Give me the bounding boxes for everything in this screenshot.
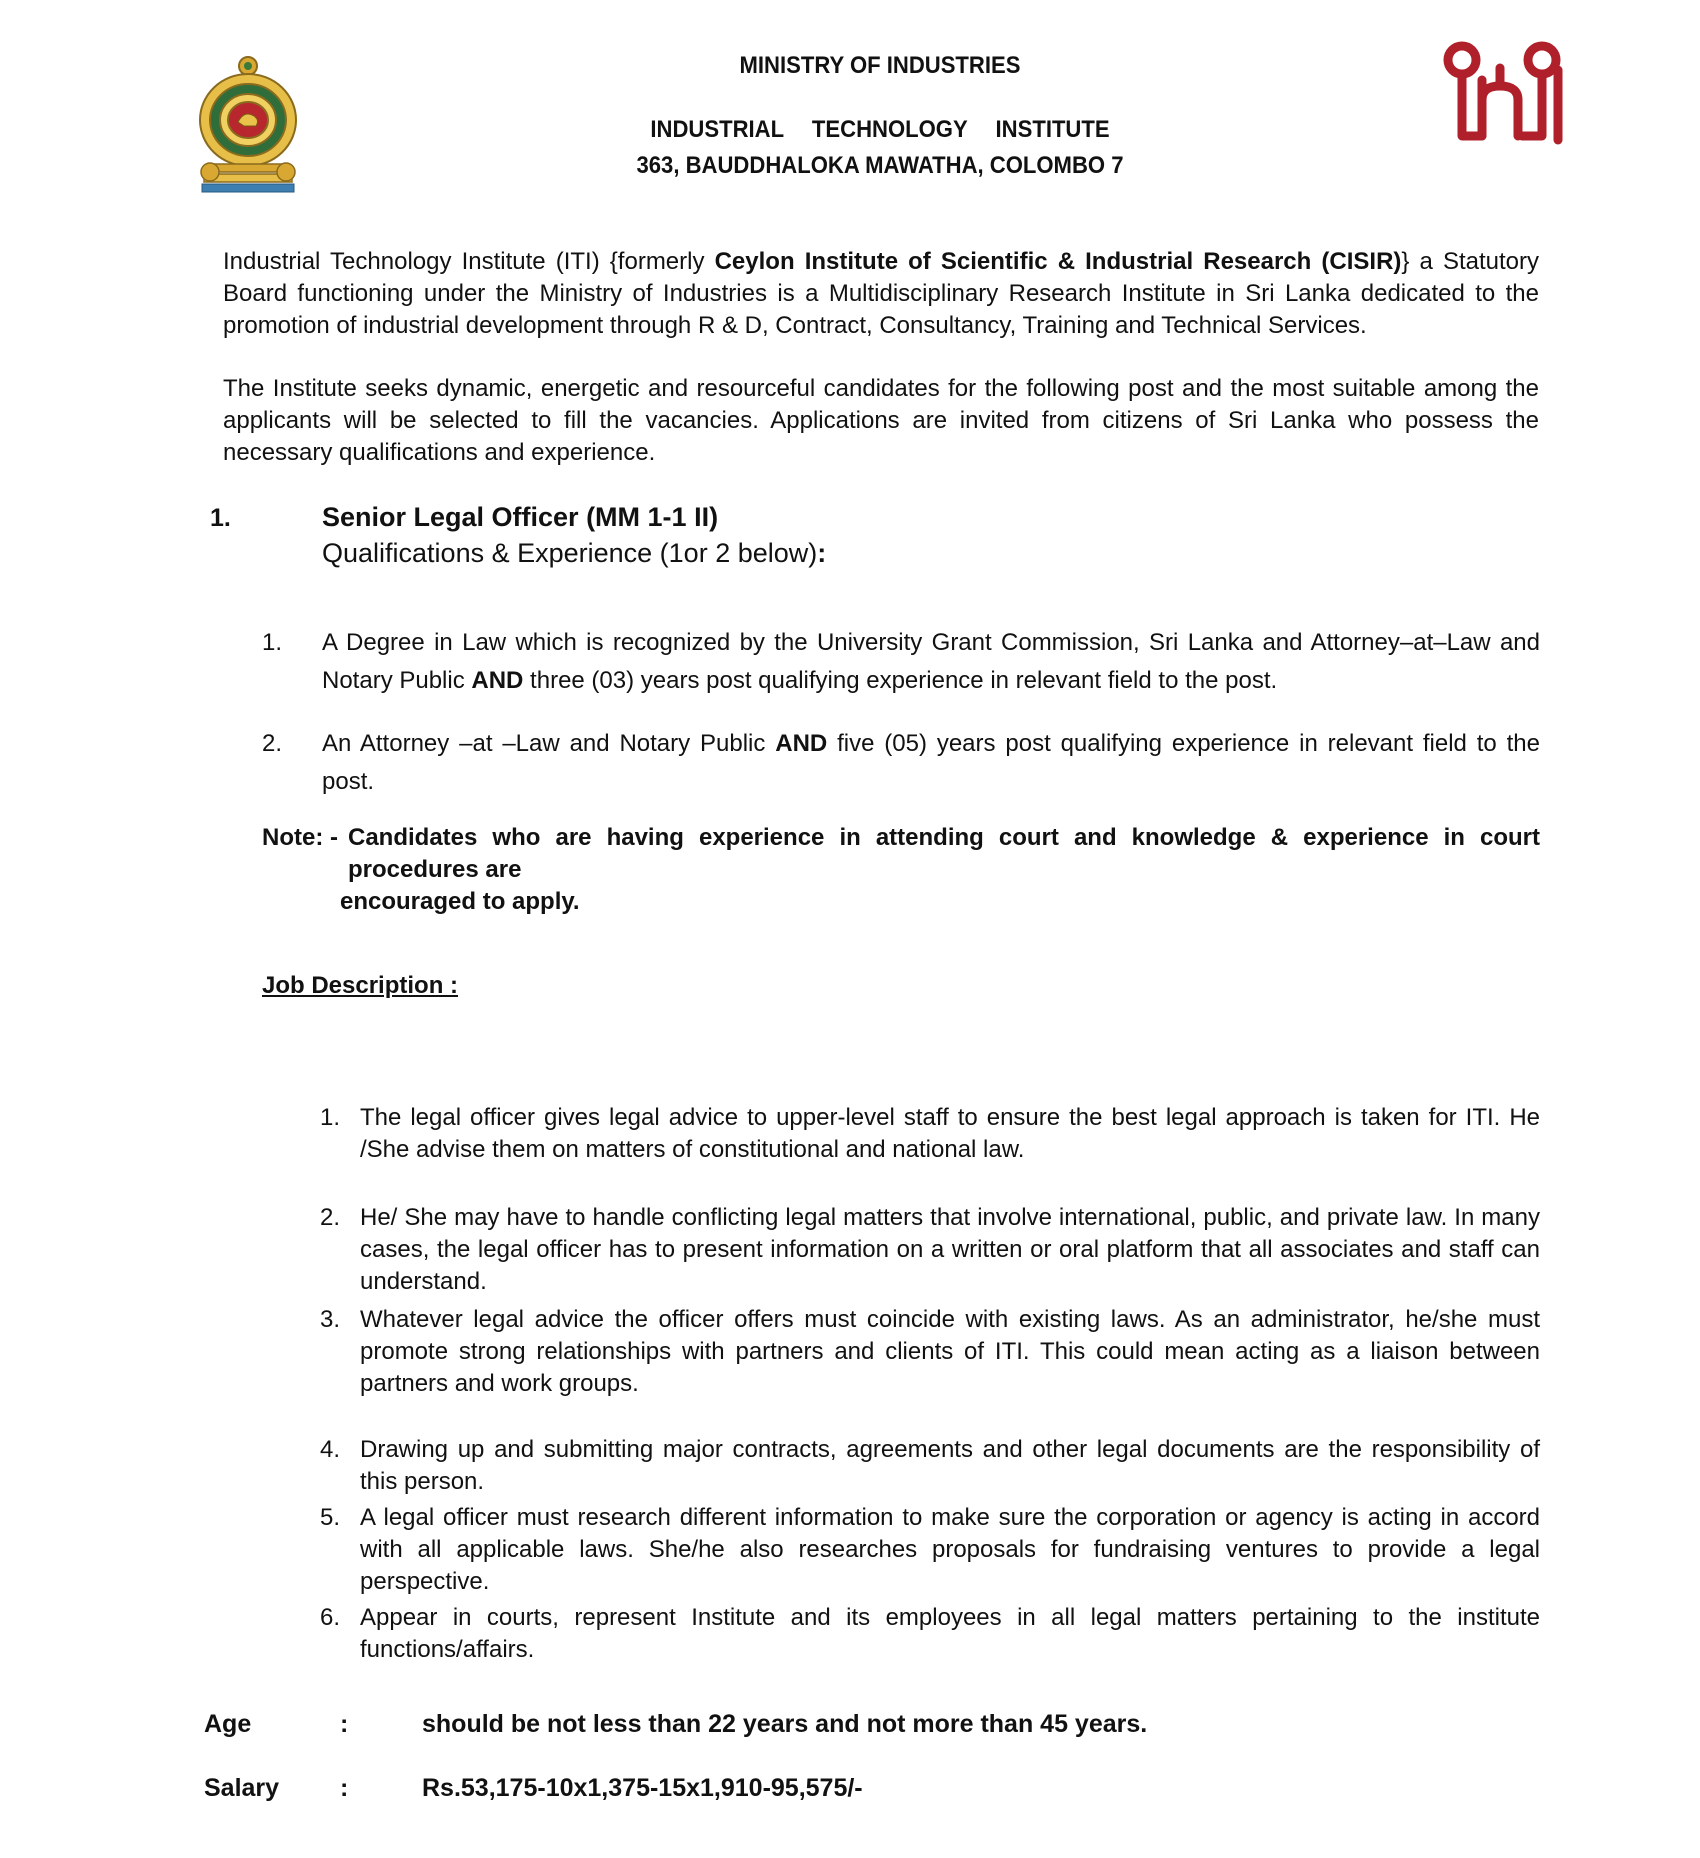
- qualifications-heading-text: Qualifications & Experience (1or 2 below): [322, 538, 818, 568]
- qualification-and: AND: [471, 667, 524, 694]
- job-item-number: 6.: [320, 1604, 341, 1631]
- job-item-text: The legal officer gives legal advice to upper-level staff to ensure the best legal approach is taken for ITI. He /She advise them on matters of constitutional and national law.: [360, 1104, 1540, 1163]
- job-item-number: 2.: [320, 1204, 341, 1231]
- ministry-heading: MINISTRY OF INDUSTRIES: [739, 52, 1021, 79]
- qualification-item: [262, 725, 1540, 801]
- salary-value: Rs.53,175-10x1,375-15x1,910-95,575/-: [422, 1774, 863, 1802]
- qualification-text: [322, 624, 1540, 700]
- job-item-text: A legal officer must research different information to make sure the corporation or agency is acting in accord with all applicable laws. She/he also researches proposals for fundraising ventures to provide a legal perspective.: [360, 1504, 1540, 1595]
- job-item-text: Appear in courts, represent Institute and its employees in all legal matters pertaining to the institute functions/affairs.: [360, 1604, 1540, 1663]
- qualification-number: 1.: [262, 629, 283, 656]
- job-item-text: He/ She may have to handle conflicting legal matters that involve international, public, and private law. In many cases, the legal officer has to present information on a written or oral platform that all associates and staff can understand.: [360, 1204, 1540, 1295]
- institute-heading: INDUSTRIAL TECHNOLOGY INSTITUTE: [650, 116, 1110, 143]
- post-number: 1.: [210, 504, 231, 532]
- qualification-number: 2.: [262, 730, 283, 757]
- salary-label: Salary: [204, 1774, 280, 1802]
- qualification-and: AND: [775, 730, 828, 757]
- qualification-item: [262, 624, 1540, 700]
- job-description-heading: Job Description :: [262, 972, 459, 999]
- job-description-item: [320, 1202, 1540, 1298]
- age-label: Age: [204, 1710, 252, 1738]
- qualification-text-a: An Attorney –at –Law and Notary Public: [322, 730, 776, 757]
- intro-paragraph-2: The Institute seeks dynamic, energetic and resourceful candidates for the following post and the most suitable among the applicants will be selected to fill the vacancies. Applications are invited from citizens of Sri Lanka who possess the necessary qualifications and experience.: [223, 375, 1539, 466]
- job-description-item: [320, 1434, 1540, 1498]
- job-description-item: [320, 1502, 1540, 1598]
- post-title: Senior Legal Officer (MM 1-1 II): [322, 502, 719, 532]
- intro-text-b: } a Statutory Board functioning under the Ministry of Industries is a Multidisciplinary Research Institute in Sri Lanka dedicated to the promotion of industrial development through R & D, Contract, Consultancy, Training and Technical Services.: [223, 248, 1540, 339]
- intro-text-a: Industrial Technology Institute (ITI) {formerly: [223, 248, 715, 275]
- job-description-item: [320, 1304, 1540, 1400]
- qualifications-heading: [322, 538, 826, 569]
- salary-separator: :: [340, 1774, 349, 1802]
- institute-address: 363, BAUDDHALOKA MAWATHA, COLOMBO 7: [636, 152, 1124, 179]
- qualification-text-b: five (05) years post qualifying experience in relevant field to the post.: [322, 730, 1540, 795]
- job-item-number: 3.: [320, 1306, 341, 1333]
- qualification-text-a: A Degree in Law which is recognized by the University Grant Commission, Sri Lanka and Attorney–at–Law and Notary Public: [322, 629, 1540, 694]
- job-item-number: 5.: [320, 1504, 341, 1531]
- qualification-text-b: three (03) years post qualifying experience in relevant field to the post.: [523, 667, 1278, 694]
- note-text-line-2: encouraged to apply.: [340, 888, 580, 915]
- job-item-number: 4.: [320, 1436, 341, 1463]
- note-text-line-1: Candidates who are having experience in attending court and knowledge & experience in court procedures are: [348, 824, 1540, 883]
- job-description-item: [320, 1102, 1540, 1166]
- qualification-text: [322, 725, 1540, 801]
- job-item-number: 1.: [320, 1104, 341, 1131]
- age-value: should be not less than 22 years and not more than 45 years.: [422, 1710, 1148, 1738]
- qualifications-heading-colon: :: [817, 538, 827, 568]
- note-block: [262, 822, 1540, 918]
- age-separator: :: [340, 1710, 349, 1738]
- job-item-text: Drawing up and submitting major contracts, agreements and other legal documents are the responsibility of this person.: [360, 1436, 1540, 1495]
- job-item-text: Whatever legal advice the officer offers must coincide with existing laws. As an administrator, he/she must promote strong relationships with partners and clients of ITI. This could mean acting as a liaison between partners and work groups.: [360, 1306, 1540, 1397]
- intro-paragraph-1: [223, 246, 1539, 342]
- note-label: Note: -: [262, 824, 338, 851]
- job-description-item: [320, 1602, 1540, 1666]
- intro-former-name: Ceylon Institute of Scientific & Industrial Research (CISIR): [714, 248, 1402, 275]
